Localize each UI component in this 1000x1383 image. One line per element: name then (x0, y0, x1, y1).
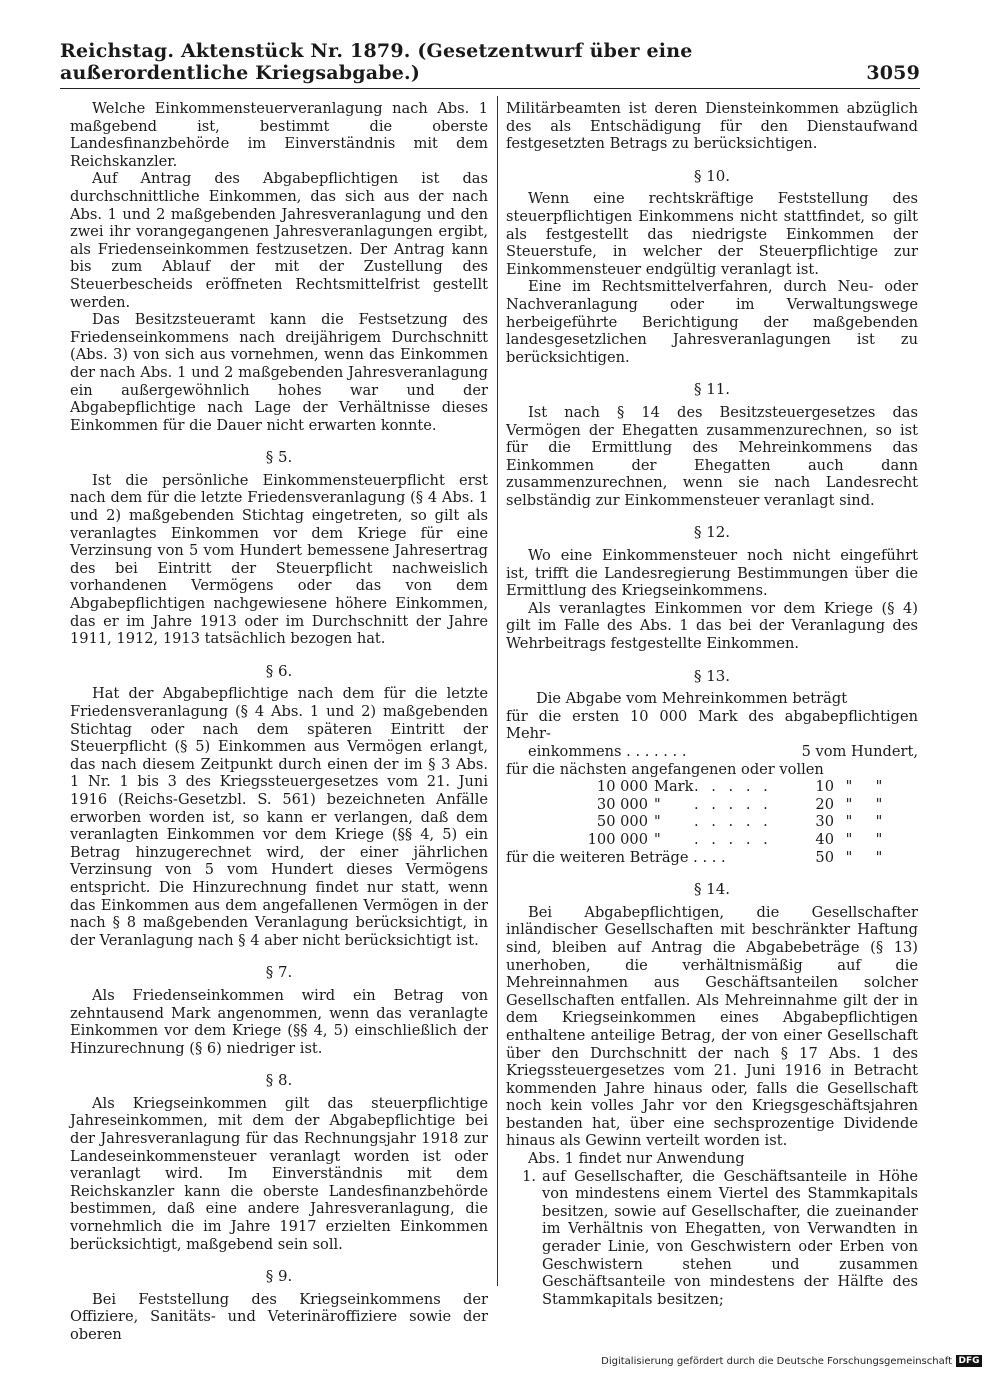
section-heading: § 6. (265, 661, 293, 680)
ditto-mark: " (875, 848, 883, 866)
page-number: 3059 (866, 62, 920, 84)
rate-unit: " (654, 795, 661, 813)
running-title: Reichstag. Aktenstück Nr. 1879. (Gesetzentwurf über eine außerordentliche Kriegsabgabe.) (60, 40, 693, 84)
rate-first-value: 5 vom Hundert, (801, 743, 918, 760)
paragraph: Ist die persönliche Einkommensteuerpflicht erst nach dem für die letzte Friedensveranlagung (§ 4 Abs. 1 und 2) maßgebenden Stichtag eingetreten, so gilt als veranlagtes Einkommen vor dem Kriege für eine Verzinsung von 5 vom Hundert bemessene Jahresertrag des bei Eintritt der Steuerpflicht nachweislich vorhandenen Vermögens oder das von dem Abgabepflichtigen nachgewiesene höhere Einkommen, das er im Jahre 1913 oder im Durchschnitt der Jahre 1911, 1912, 1913 tatsächlich bezogen hat. (70, 471, 488, 648)
paragraph: Abs. 1 findet nur Anwendung (528, 1150, 745, 1168)
rate-percent: 20 (815, 795, 834, 813)
ditto-mark: " (875, 813, 883, 831)
ditto-mark: " (845, 795, 853, 813)
section-heading: § 7. (265, 963, 293, 982)
rate-table (506, 778, 918, 866)
rate-row (506, 813, 918, 831)
list-item (506, 1168, 918, 1309)
rate-dots: . . . . . (694, 778, 772, 796)
paragraph: Bei Feststellung des Kriegseinkommens der Offiziere, Sanitäts- und Veterinäroffiziere sowie der oberen (70, 1290, 488, 1343)
footer-text: Digitalisierung gefördert durch die Deutsche Forschungsgemeinschaft (601, 1355, 952, 1367)
list-text: auf Gesellschafter, die Geschäftsanteile in Höhe von mindestens einem Viertel des Stammkapitals besitzen, sowie auf Gesellschafter, die zueinander im Verhältnis von Ehegatten, von Verwandten in gerader Linie, von Geschwistern oder Erben von Geschwistern stehen und zusammen Geschäftsanteile von mindestens der Hälfte des Stammkapitals besitzen; (542, 1167, 918, 1308)
faint-stamp (400, 36, 650, 48)
rate-amount: 50 000 (596, 813, 648, 831)
paragraph: Als veranlagtes Einkommen vor dem Kriege (§ 4) gilt im Falle des Abs. 1 das bei der Veranlagung des Wehrbeitrags festgestellte Einkommen. (506, 599, 918, 653)
rate-first-bracket (506, 743, 918, 761)
rate-row (506, 849, 918, 867)
paragraph: Ist nach § 14 des Besitzsteuergesetzes das Vermögen der Ehegatten zusammenzurechnen, so ist für die Ermittlung des Mehreinkommens das Einkommen der Ehegatten auch dann zusammenzurechnen, wenn sie nach Landesrecht selbständig zur Einkommensteuer veranlagt sind. (506, 403, 918, 509)
rate-dots: . . . . . (694, 813, 772, 831)
rate-intro: Die Abgabe vom Mehreinkommen beträgt (536, 690, 848, 708)
paragraph: Als Friedenseinkommen wird ein Betrag von zehntausend Mark angenommen, wenn das veranlagte Einkommen vor dem Kriege (§§ 4, 5) einschließlich der Hinzurechnung (§ 6) niedriger ist. (70, 986, 488, 1057)
rate-row (506, 831, 918, 849)
left-column (70, 100, 488, 1344)
footer (601, 1355, 982, 1367)
paragraph: Als Kriegseinkommen gilt das steuerpflichtige Jahreseinkommen, mit dem der Abgabepflichtige bei der Jahresveranlagung für das Rechnungsjahr 1918 zur Landeseinkommensteuer veranlagt worden ist oder veranlagt wird. Im Einverständnis mit dem Reichskanzler kann die oberste Landesfinanzbehörde bestimmen, daß eine andere Jahresveranlagung, die vornehmlich die im Jahre 1917 erzielten Einkommen berücksichtigt, maßgebend sein soll. (70, 1094, 488, 1253)
rate-dots: . . . . . (694, 795, 772, 813)
ditto-mark: " (845, 813, 853, 831)
rate-amount: 30 000 (596, 795, 648, 813)
rate-line: für die ersten 10 000 Mark des abgabepflichtigen Mehr- (506, 707, 918, 743)
ditto-mark: " (875, 795, 883, 813)
paragraph: Auf Antrag des Abgabepflichtigen ist das durchschnittliche Einkommen, das sich aus der nach Abs. 1 und 2 maßgebenden Jahresveranlagung und den zwei ihr vorangegangenen Jahresveranlagungen ergibt, als Friedenseinkommen festzusetzen. Der Antrag kann bis zum Ablauf der mit der Zustellung des Steuerbescheids eröffneten Rechtsmittelfrist gestellt werden. (70, 170, 488, 311)
page-header (60, 40, 920, 89)
rate-unit: Mark (654, 778, 694, 796)
section-heading: § 9. (265, 1267, 293, 1286)
rate-row (506, 796, 918, 814)
ditto-mark: " (845, 848, 853, 866)
rate-first-label: einkommens . . . . . . . (528, 743, 687, 760)
rate-unit: " (654, 830, 661, 848)
section-heading: § 8. (265, 1071, 293, 1090)
rate-dots: . . . . . (694, 830, 772, 848)
list-number: 1. (522, 1167, 536, 1185)
paragraph: Militärbeamten ist deren Diensteinkommen abzüglich des als Entschädigung für den Dienstaufwand festgesetzten Betrags zu berücksichtigen. (506, 100, 918, 153)
right-column (506, 100, 918, 1308)
paragraph: Bei Abgabepflichtigen, die Gesellschafter inländischer Gesellschaften mit beschränkter Haftung sind, bleiben auf Antrag die Abgabebeträge (§ 13) unerhoben, die verhältnismäßig auf die Mehreinnahmen aus Geschäftsanteilen solcher Gesellschaften entfallen. Als Mehreinnahme gilt der in dem Kriegseinkommen eines Abgabepflichtigen enthaltene anteilige Betrag, der von einer Gesellschaft über den Durchschnitt der nach § 17 Abs. 1 des Kriegssteuergesetzes vom 21. Juni 1916 in Betracht kommenden Jahre hinaus oder, falls die Gesellschaft noch kein volles Jahr vor den Kriegsgeschäftsjahren bestanden hat, über eine sechsprozentige Dividende hinaus als Gewinn verteilt worden ist. (506, 903, 918, 1150)
rate-percent: 40 (815, 830, 834, 848)
rate-last-label: für die weiteren Beträge . . . . (506, 848, 726, 866)
section-heading: § 12. (693, 523, 731, 542)
rate-amount: 10 000 (596, 778, 648, 796)
dfg-logo: DFG (956, 1355, 982, 1367)
section-heading: § 10. (693, 166, 731, 185)
section-heading: § 14. (693, 880, 731, 899)
ditto-mark: " (875, 830, 883, 848)
ditto-mark: " (845, 830, 853, 848)
section-heading: § 11. (693, 380, 731, 399)
ditto-mark: " (845, 778, 853, 796)
paragraph: Hat der Abgabepflichtige nach dem für die letzte Friedensveranlagung (§ 4 Abs. 1 und 2) maßgebenden Stichtag oder nach dem späteren Eintritt der Steuerpflicht (§ 5) Einkommen aus Vermögen erlangt, das nach diesem Zeitpunkt durch einen der im § 3 Abs. 1 Nr. 1 bis 3 des Kriegssteuergesetzes vom 21. Juni 1916 (Reichs-Gesetzbl. S. 561) bezeichneten Anfälle erworben worden ist, so kann er verlangen, daß dem veranlagten Einkommen vor dem Kriege (§§ 4, 5) ein Betrag hinzugerechnet wird, der einer jährlichen Verzinsung von 5 vom Hundert dieses Vermögens entspricht. Die Hinzurechnung findet nur statt, wenn das Einkommen aus dem angefallenen Vermögen in der nach § 8 maßgebenden Veranlagung berücksichtigt, in der Veranlagung nach § 4 aber nicht berücksichtigt ist. (70, 685, 488, 949)
rate-percent: 50 (815, 848, 834, 866)
paragraph: Wenn eine rechtskräftige Feststellung des steuerpflichtigen Einkommens nicht stattfindet, so gilt als festgestellt das niedrigste Einkommen der Steuerstufe, in welcher der Steuerpflichtige zur Einkommensteuer endgültig veranlagt ist. (506, 190, 918, 278)
ditto-mark: " (875, 778, 883, 796)
rate-percent: 30 (815, 813, 834, 831)
rate-row (506, 778, 918, 796)
rate-unit: " (654, 813, 661, 831)
paragraph: Welche Einkommensteuerveranlagung nach Abs. 1 maßgebend ist, bestimmt die oberste Landesfinanzbehörde im Einverständnis mit dem Reichskanzler. (70, 100, 488, 170)
column-divider (497, 96, 498, 1286)
paragraph: Eine im Rechtsmittelverfahren, durch Neu- oder Nachveranlagung oder im Verwaltungswege herbeigeführte Berichtigung der maßgebenden landesgesetzlichen Jahresveranlagungen ist zu berücksichtigen. (506, 278, 918, 366)
rate-line: für die nächsten angefangenen oder vollen (506, 760, 824, 778)
rate-amount: 100 000 (587, 830, 648, 848)
section-heading: § 5. (265, 448, 293, 467)
rate-percent: 10 (815, 778, 834, 796)
paragraph: Das Besitzsteueramt kann die Festsetzung des Friedenseinkommens nach dreijährigem Durchschnitt (Abs. 3) von sich aus vornehmen, wenn das Einkommen der nach Abs. 1 und 2 maßgebenden Jahresveranlagung ein außergewöhnlich hohes war und der Abgabepflichtige nach Lage der Verhältnisse dieses Einkommen für die Dauer nicht erwarten konnte. (70, 311, 488, 434)
section-heading: § 13. (693, 666, 731, 685)
paragraph: Wo eine Einkommensteuer noch nicht eingeführt ist, trifft die Landesregierung Bestimmungen über die Ermittlung des Kriegseinkommens. (506, 547, 918, 600)
